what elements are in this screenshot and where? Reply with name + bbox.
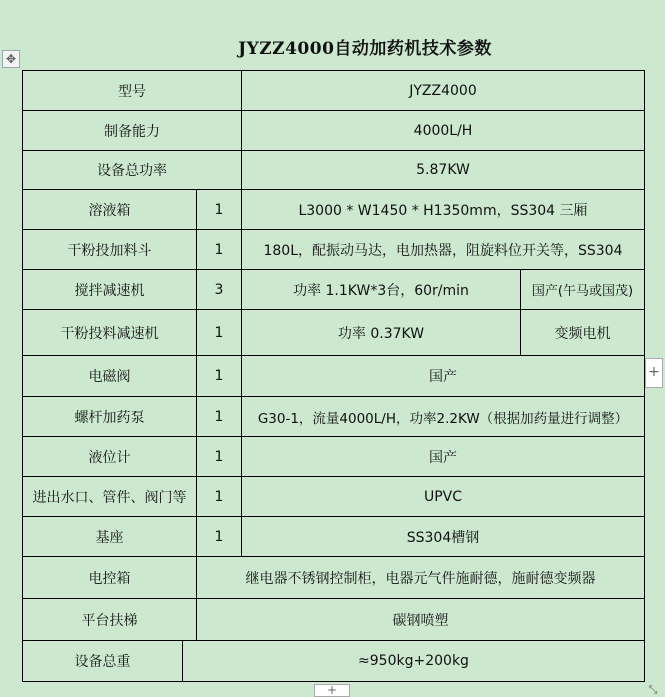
table-cell-name[interactable]: 电磁阀 — [22, 355, 196, 396]
add-column-plus-icon[interactable]: + — [645, 358, 663, 388]
table-cell-name[interactable]: 型号 — [22, 70, 241, 110]
page-title: JYZZ4000自动加药机技术参数 — [238, 39, 492, 59]
table-cell-spec[interactable]: 5.87KW — [241, 150, 644, 189]
table-cell-name[interactable]: 液位计 — [22, 436, 196, 476]
table-cell-name[interactable]: 螺杆加药泵 — [22, 396, 196, 436]
table-cell-name[interactable]: 制备能力 — [22, 110, 241, 150]
table-cell-qty[interactable]: 3 — [196, 269, 241, 309]
table-cell-name[interactable]: 电控箱 — [22, 556, 196, 598]
table-cell-name[interactable]: 进出水口、管件、阀门等 — [22, 476, 196, 516]
table-cell-spec[interactable]: 国产 — [241, 436, 644, 476]
table-cell-spec[interactable]: 功率 0.37KW — [241, 309, 520, 355]
table-cell-spec[interactable]: UPVC — [241, 476, 644, 516]
add-row-plus-icon[interactable]: + — [314, 684, 350, 697]
table-cell-name[interactable]: 基座 — [22, 516, 196, 556]
table-cell-spec[interactable]: 国产 — [241, 355, 644, 396]
table-cell-name[interactable]: 干粉投料减速机 — [22, 309, 196, 355]
table-cell-qty[interactable]: 1 — [196, 396, 241, 436]
table-cell-spec[interactable]: L3000 * W1450 * H1350mm，SS304 三厢 — [241, 189, 644, 229]
table-cell-spec[interactable]: ≈950kg+200kg — [182, 640, 644, 681]
table-cell-spec[interactable]: JYZZ4000 — [241, 70, 644, 110]
table-cell-qty[interactable]: 1 — [196, 309, 241, 355]
table-move-handle-icon[interactable]: ✥ — [2, 50, 20, 68]
table-cell-spec[interactable]: 碳钢喷塑 — [196, 598, 644, 640]
table-cell-name[interactable]: 平台扶梯 — [22, 598, 196, 640]
table-cell-qty[interactable]: 1 — [196, 229, 241, 269]
table-cell-qty[interactable]: 1 — [196, 476, 241, 516]
table-cell-spec[interactable]: 功率 1.1KW*3台，60r/min — [241, 269, 520, 309]
table-cell-note[interactable]: 国产(午马或国茂) — [520, 269, 644, 309]
table-cell-name[interactable]: 干粉投加料斗 — [22, 229, 196, 269]
table-cell-spec[interactable]: 4000L/H — [241, 110, 644, 150]
table-cell-name[interactable]: 溶液箱 — [22, 189, 196, 229]
table-cell-spec[interactable]: SS304槽钢 — [241, 516, 644, 556]
table-resize-icon[interactable]: ⤡ — [648, 683, 658, 696]
table-cell-name[interactable]: 设备总重 — [22, 640, 182, 681]
table-cell-name[interactable]: 搅拌减速机 — [22, 269, 196, 309]
table-cell-qty[interactable]: 1 — [196, 436, 241, 476]
table-cell-spec[interactable]: G30-1，流量4000L/H，功率2.2KW（根据加药量进行调整） — [241, 396, 644, 436]
table-cell-note[interactable]: 变频电机 — [520, 309, 644, 355]
table-bottom-border — [22, 681, 645, 682]
table-cell-qty[interactable]: 1 — [196, 355, 241, 396]
table-cell-spec[interactable]: 180L，配振动马达，电加热器，阻旋料位开关等，SS304 — [241, 229, 644, 269]
table-cell-spec[interactable]: 继电器不锈钢控制柜，电器元气件施耐德，施耐德变频器 — [196, 556, 644, 598]
table-cell-qty[interactable]: 1 — [196, 516, 241, 556]
table-cell-name[interactable]: 设备总功率 — [22, 150, 241, 189]
table-cell-qty[interactable]: 1 — [196, 189, 241, 229]
